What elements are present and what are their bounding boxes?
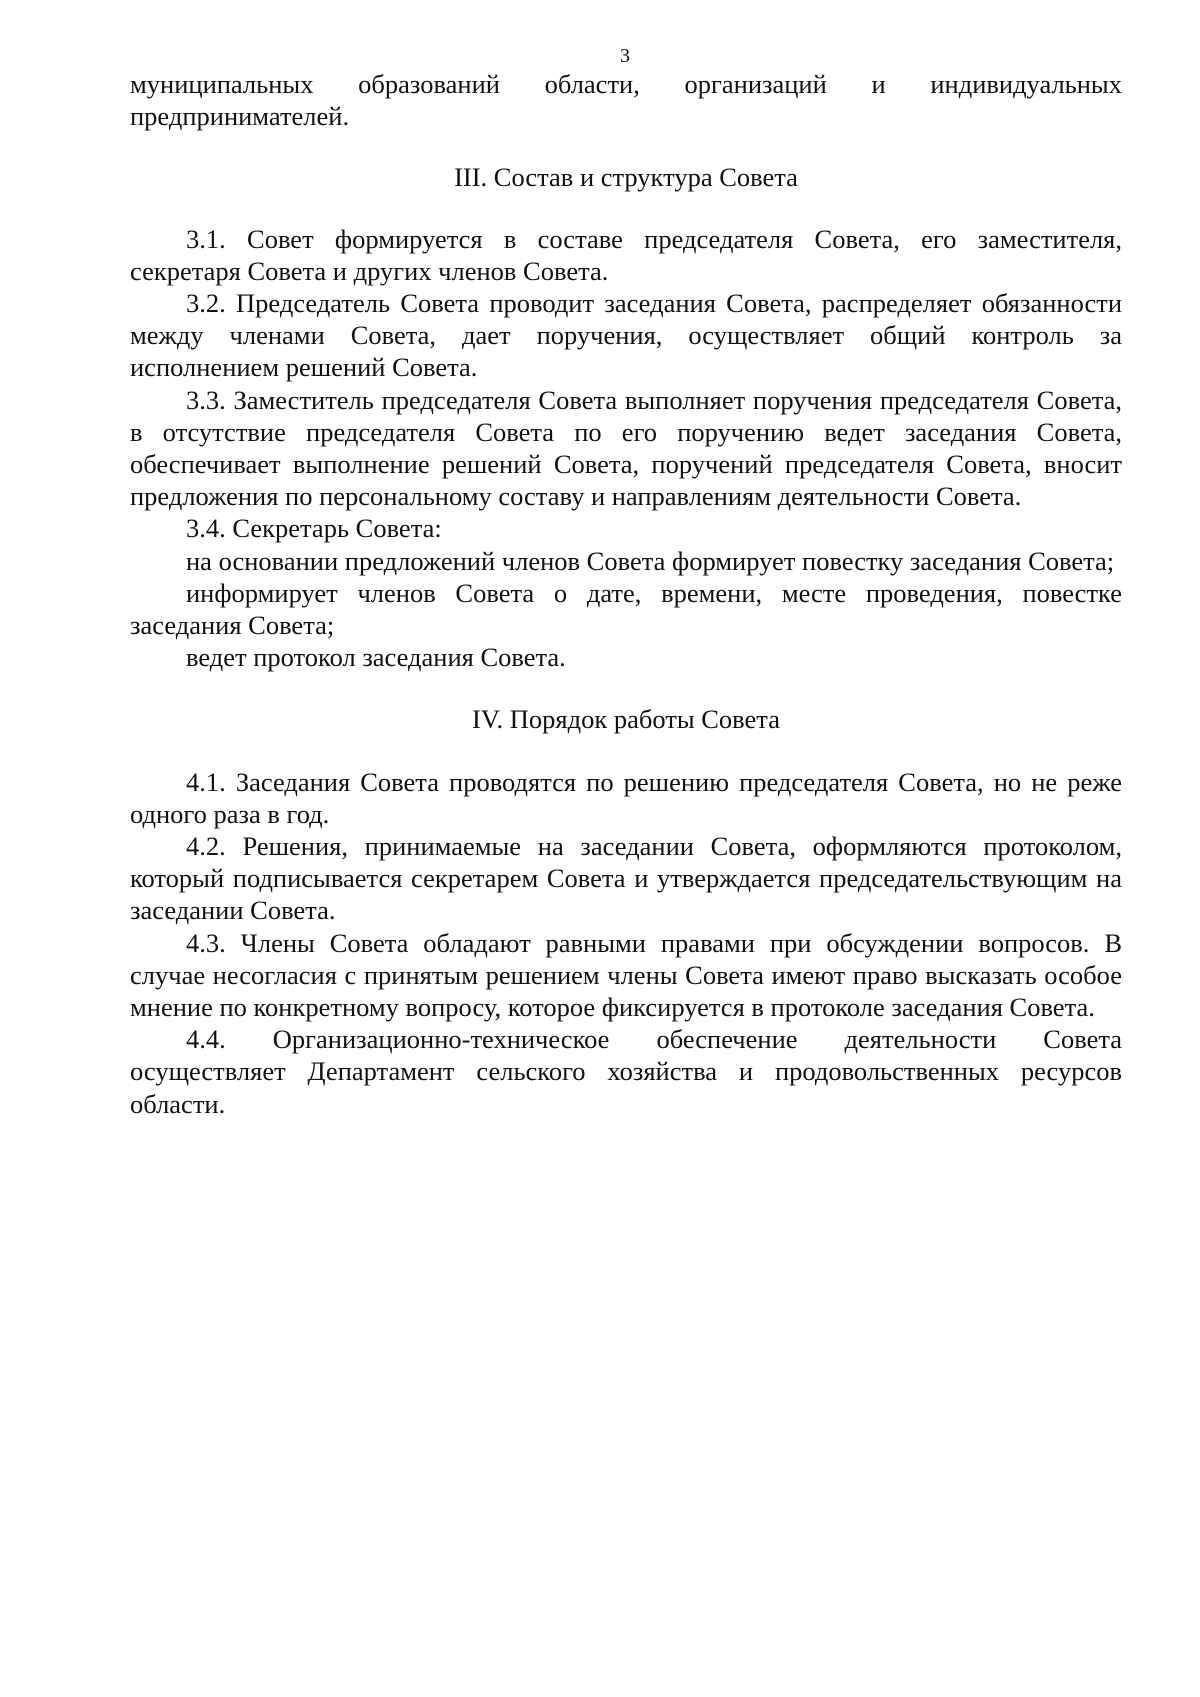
section-4-heading: IV. Порядок работы Совета [472, 704, 780, 735]
intro-paragraph: муниципальных образований области, организаций и индивидуальных предпринимателей. [130, 69, 1122, 132]
paragraph-3-2: 3.2. Председатель Совета проводит заседания Совета, распределяет обязанности между членами Совета, дает поручения, осуществляет общий контроль за исполнением решений Совета. [130, 288, 1122, 383]
paragraph-3-4-item-3: ведет протокол заседания Совета. [186, 642, 566, 673]
paragraph-4-1: 4.1. Заседания Совета проводятся по решению председателя Совета, но не реже одного раза в год. [130, 766, 1122, 829]
paragraph-3-4-item-2: информирует членов Совета о дате, времени, месте проведения, повестке заседания Совета; [130, 577, 1122, 641]
paragraph-4-2: 4.2. Решения, принимаемые на заседании Совета, оформляются протоколом, который подписывается секретарем Совета и утверждается председательствующим на заседании Совета. [130, 831, 1122, 926]
paragraph-4-3: 4.3. Члены Совета обладают равными правами при обсуждении вопросов. В случае несогласия с принятым решением члены Совета имеют право высказать особое мнение по конкретному вопросу, которое фиксируется в протоколе заседания Совета. [130, 927, 1122, 1023]
section-3-heading: III. Состав и структура Совета [454, 162, 798, 193]
paragraph-3-4: 3.4. Секретарь Совета: [186, 513, 442, 544]
paragraph-3-3: 3.3. Заместитель председателя Совета выполняет поручения председателя Совета, в отсутствие председателя Совета по его поручению ведет заседания Совета, обеспечивает выполнение решений Совета, поручений председателя Совета, вносит предложения по персональному составу и направлениям деятельности Совета. [130, 384, 1122, 512]
document-body [130, 68, 1122, 1120]
paragraph-3-1: 3.1. Совет формируется в составе председателя Совета, его заместителя, секретаря Совета и других членов Совета. [130, 223, 1122, 286]
page-number: 3 [620, 45, 630, 67]
paragraph-3-4-item-1: на основании предложений членов Совета формирует повестку заседания Совета; [186, 545, 1115, 576]
paragraph-4-4: 4.4. Организационно-техническое обеспечение деятельности Совета осуществляет Департамент сельского хозяйства и продовольственных ресурсов области. [130, 1024, 1122, 1119]
